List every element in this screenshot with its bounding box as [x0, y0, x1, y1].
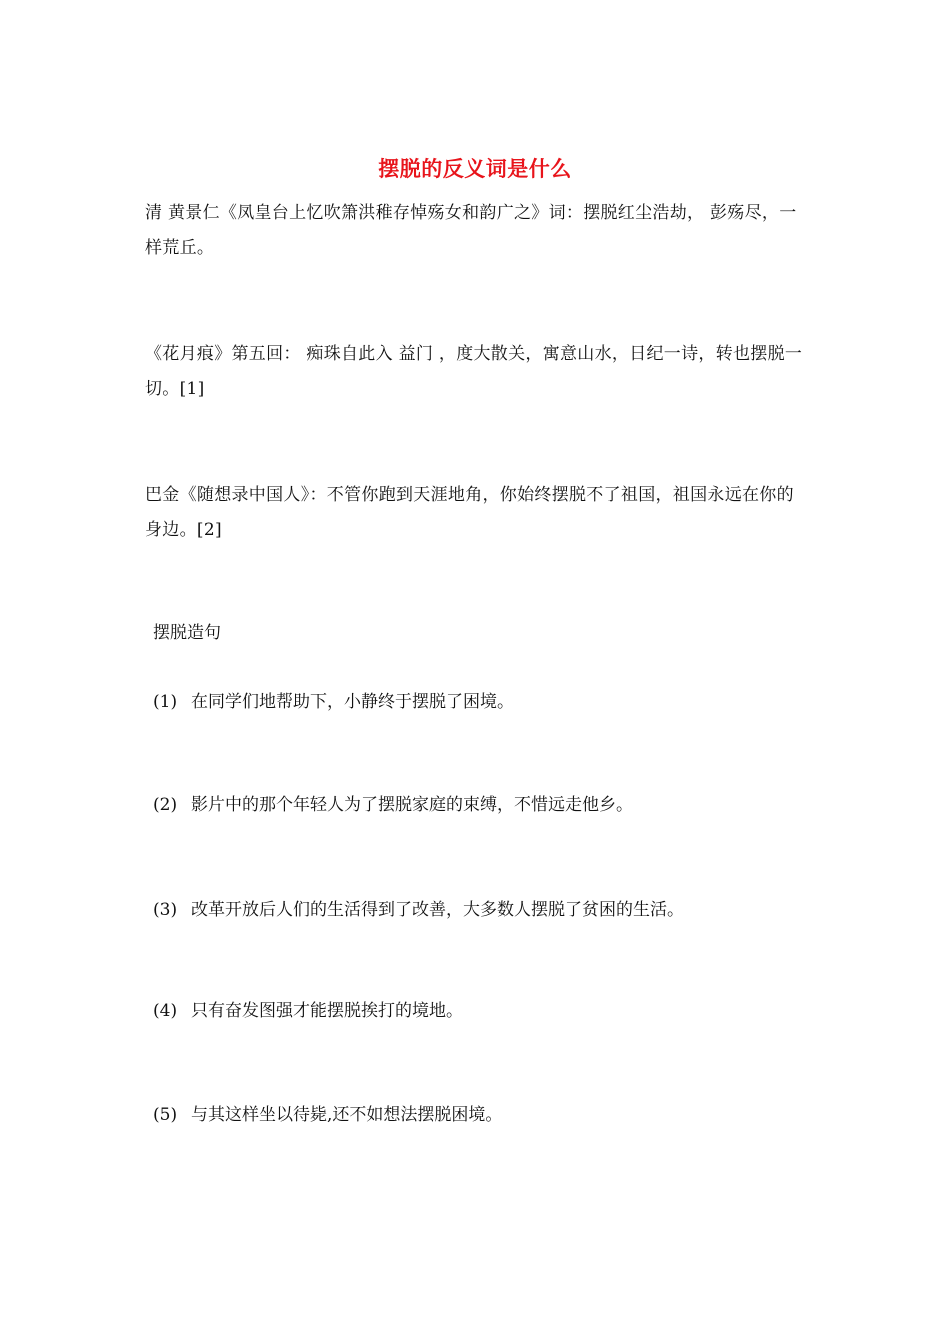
sentence-text: 与其这样坐以待毙,还不如想法摆脱困境。 [191, 1105, 503, 1125]
sentence-number: (5) [153, 1105, 178, 1125]
example-sentence [153, 687, 813, 717]
paragraph-bajin: 巴金《随想录中国人》：不管你跑到天涯地角，你始终摆脱不了祖国，祖国永远在你的身边。[2] [145, 485, 794, 540]
section-heading: 摆脱造句 [153, 623, 221, 643]
sentence-number: (2) [153, 795, 178, 815]
sentence-text: 在同学们地帮助下，小静终于摆脱了困境。 [191, 692, 514, 712]
sentence-text: 只有奋发图强才能摆脱挨打的境地。 [191, 1001, 463, 1021]
sentence-number: (4) [153, 1001, 178, 1021]
paragraph-huang-jingren: 清 黄景仁《凤皇台上忆吹箫洪稚存悼殇女和韵广之》词：摆脱红尘浩劫， 彭殇尽，一样荒丘。 [145, 203, 797, 258]
sentence-number: (3) [153, 900, 178, 920]
sentence-text: 改革开放后人们的生活得到了改善，大多数人摆脱了贫困的生活。 [191, 900, 684, 920]
example-sentence [153, 996, 813, 1026]
sentence-text: 影片中的那个年轻人为了摆脱家庭的束缚，不惜远走他乡。 [191, 795, 633, 815]
example-sentence [153, 895, 813, 925]
example-sentence [153, 790, 813, 820]
example-sentence [153, 1100, 813, 1130]
document-title: 摆脱的反义词是什么 [378, 156, 572, 181]
paragraph-huayuehen: 《花月痕》第五回： 痴珠自此入 益门 ，度大散关，寓意山水，日纪一诗，转也摆脱一切。[1] [145, 344, 803, 399]
sentence-number: (1) [153, 692, 178, 712]
